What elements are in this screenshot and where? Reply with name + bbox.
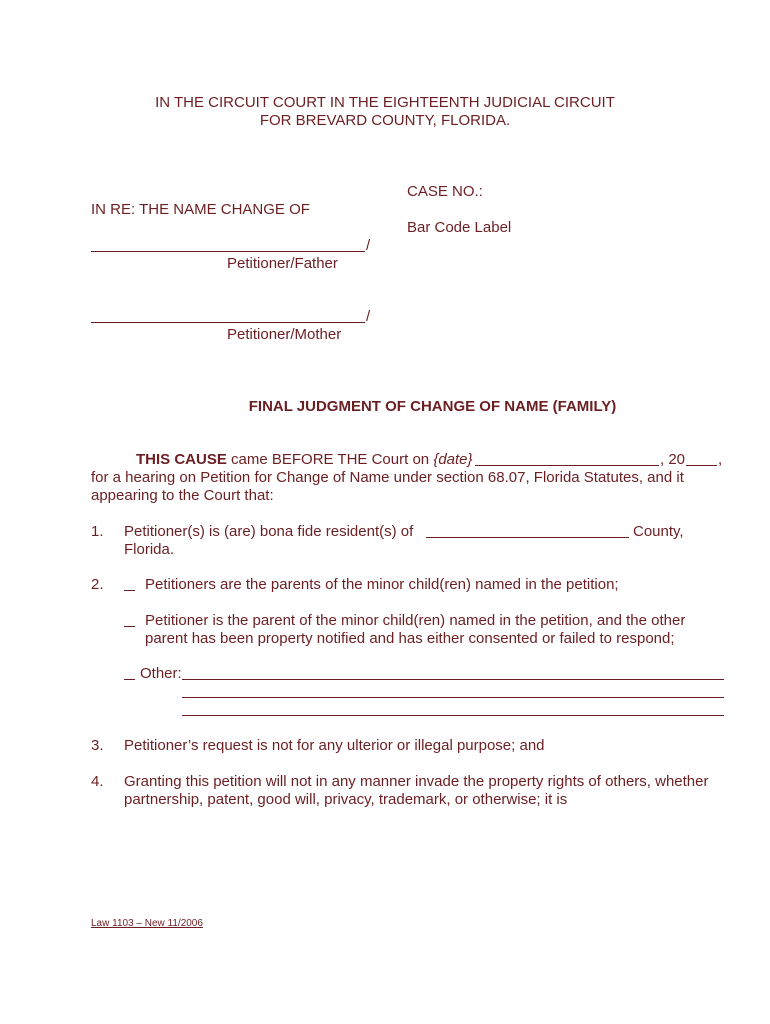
item-4-line2: partnership, patent, good will, privacy, trademark, or otherwise; it is	[124, 791, 568, 808]
document-title: FINAL JUDGMENT OF CHANGE OF NAME (FAMILY)	[248, 398, 617, 415]
case-number-label: CASE NO.:	[407, 183, 483, 200]
court-header-line1: IN THE CIRCUIT COURT IN THE EIGHTEENTH JUDICIAL CIRCUIT	[155, 94, 615, 111]
resident-county-line[interactable]	[426, 537, 629, 538]
petitioner-father-line[interactable]	[91, 251, 365, 252]
option-other-label: Other:	[140, 665, 182, 682]
item-4-line1: Granting this petition will not in any manner invade the property rights of others, whether	[124, 773, 709, 790]
in-re-label: IN RE: THE NAME CHANGE OF	[91, 201, 310, 218]
item-4-number: 4.	[91, 773, 104, 790]
item-2-number: 2.	[91, 576, 104, 593]
item-1-line2: Florida.	[124, 541, 175, 558]
court-header-line2: FOR BREVARD COUNTY, FLORIDA.	[259, 112, 511, 129]
intro-line1	[136, 451, 473, 469]
bar-code-label: Bar Code Label	[407, 219, 512, 236]
other-line-3[interactable]	[182, 715, 724, 716]
item-3-text: Petitioner’s request is not for any ulterior or illegal purpose; and	[124, 737, 545, 754]
petitioner-mother-label: Petitioner/Mother	[227, 326, 342, 343]
father-slash: /	[366, 237, 371, 254]
petitioner-mother-line[interactable]	[91, 322, 365, 323]
form-footer: Law 1103 – New 11/2006	[91, 918, 203, 929]
intro-comma: ,	[718, 451, 723, 468]
year-prefix: , 20	[660, 451, 686, 468]
other-line-1[interactable]	[182, 679, 724, 680]
option-one-parent-line2: parent has been property notified and has either consented or failed to respond;	[145, 630, 675, 647]
hearing-year-line[interactable]	[686, 465, 717, 466]
mother-slash: /	[366, 308, 371, 325]
item-1-text: Petitioner(s) is (are) bona fide resident(s) of	[124, 523, 414, 540]
option-parents-text: Petitioners are the parents of the minor child(ren) named in the petition;	[145, 576, 619, 593]
date-label: {date}	[433, 451, 473, 468]
option-one-parent-line1: Petitioner is the parent of the minor child(ren) named in the petition, and the other	[145, 612, 686, 629]
option-other-checkbox[interactable]	[124, 679, 135, 680]
item-3-number: 3.	[91, 737, 104, 754]
petitioner-father-label: Petitioner/Father	[227, 255, 338, 272]
item-1-number: 1.	[91, 523, 104, 540]
intro-line3: appearing to the Court that:	[91, 487, 274, 504]
intro-text: came BEFORE THE Court on	[226, 451, 434, 468]
option-one-parent-checkbox[interactable]	[124, 626, 135, 627]
other-line-2[interactable]	[182, 697, 724, 698]
intro-line2: for a hearing on Petition for Change of Name under section 68.07, Florida Statutes, and it	[91, 469, 684, 486]
this-cause-bold: THIS CAUSE	[136, 451, 227, 468]
hearing-date-line[interactable]	[475, 465, 659, 466]
item-1-county: County,	[633, 523, 684, 540]
option-parents-checkbox[interactable]	[124, 590, 135, 591]
